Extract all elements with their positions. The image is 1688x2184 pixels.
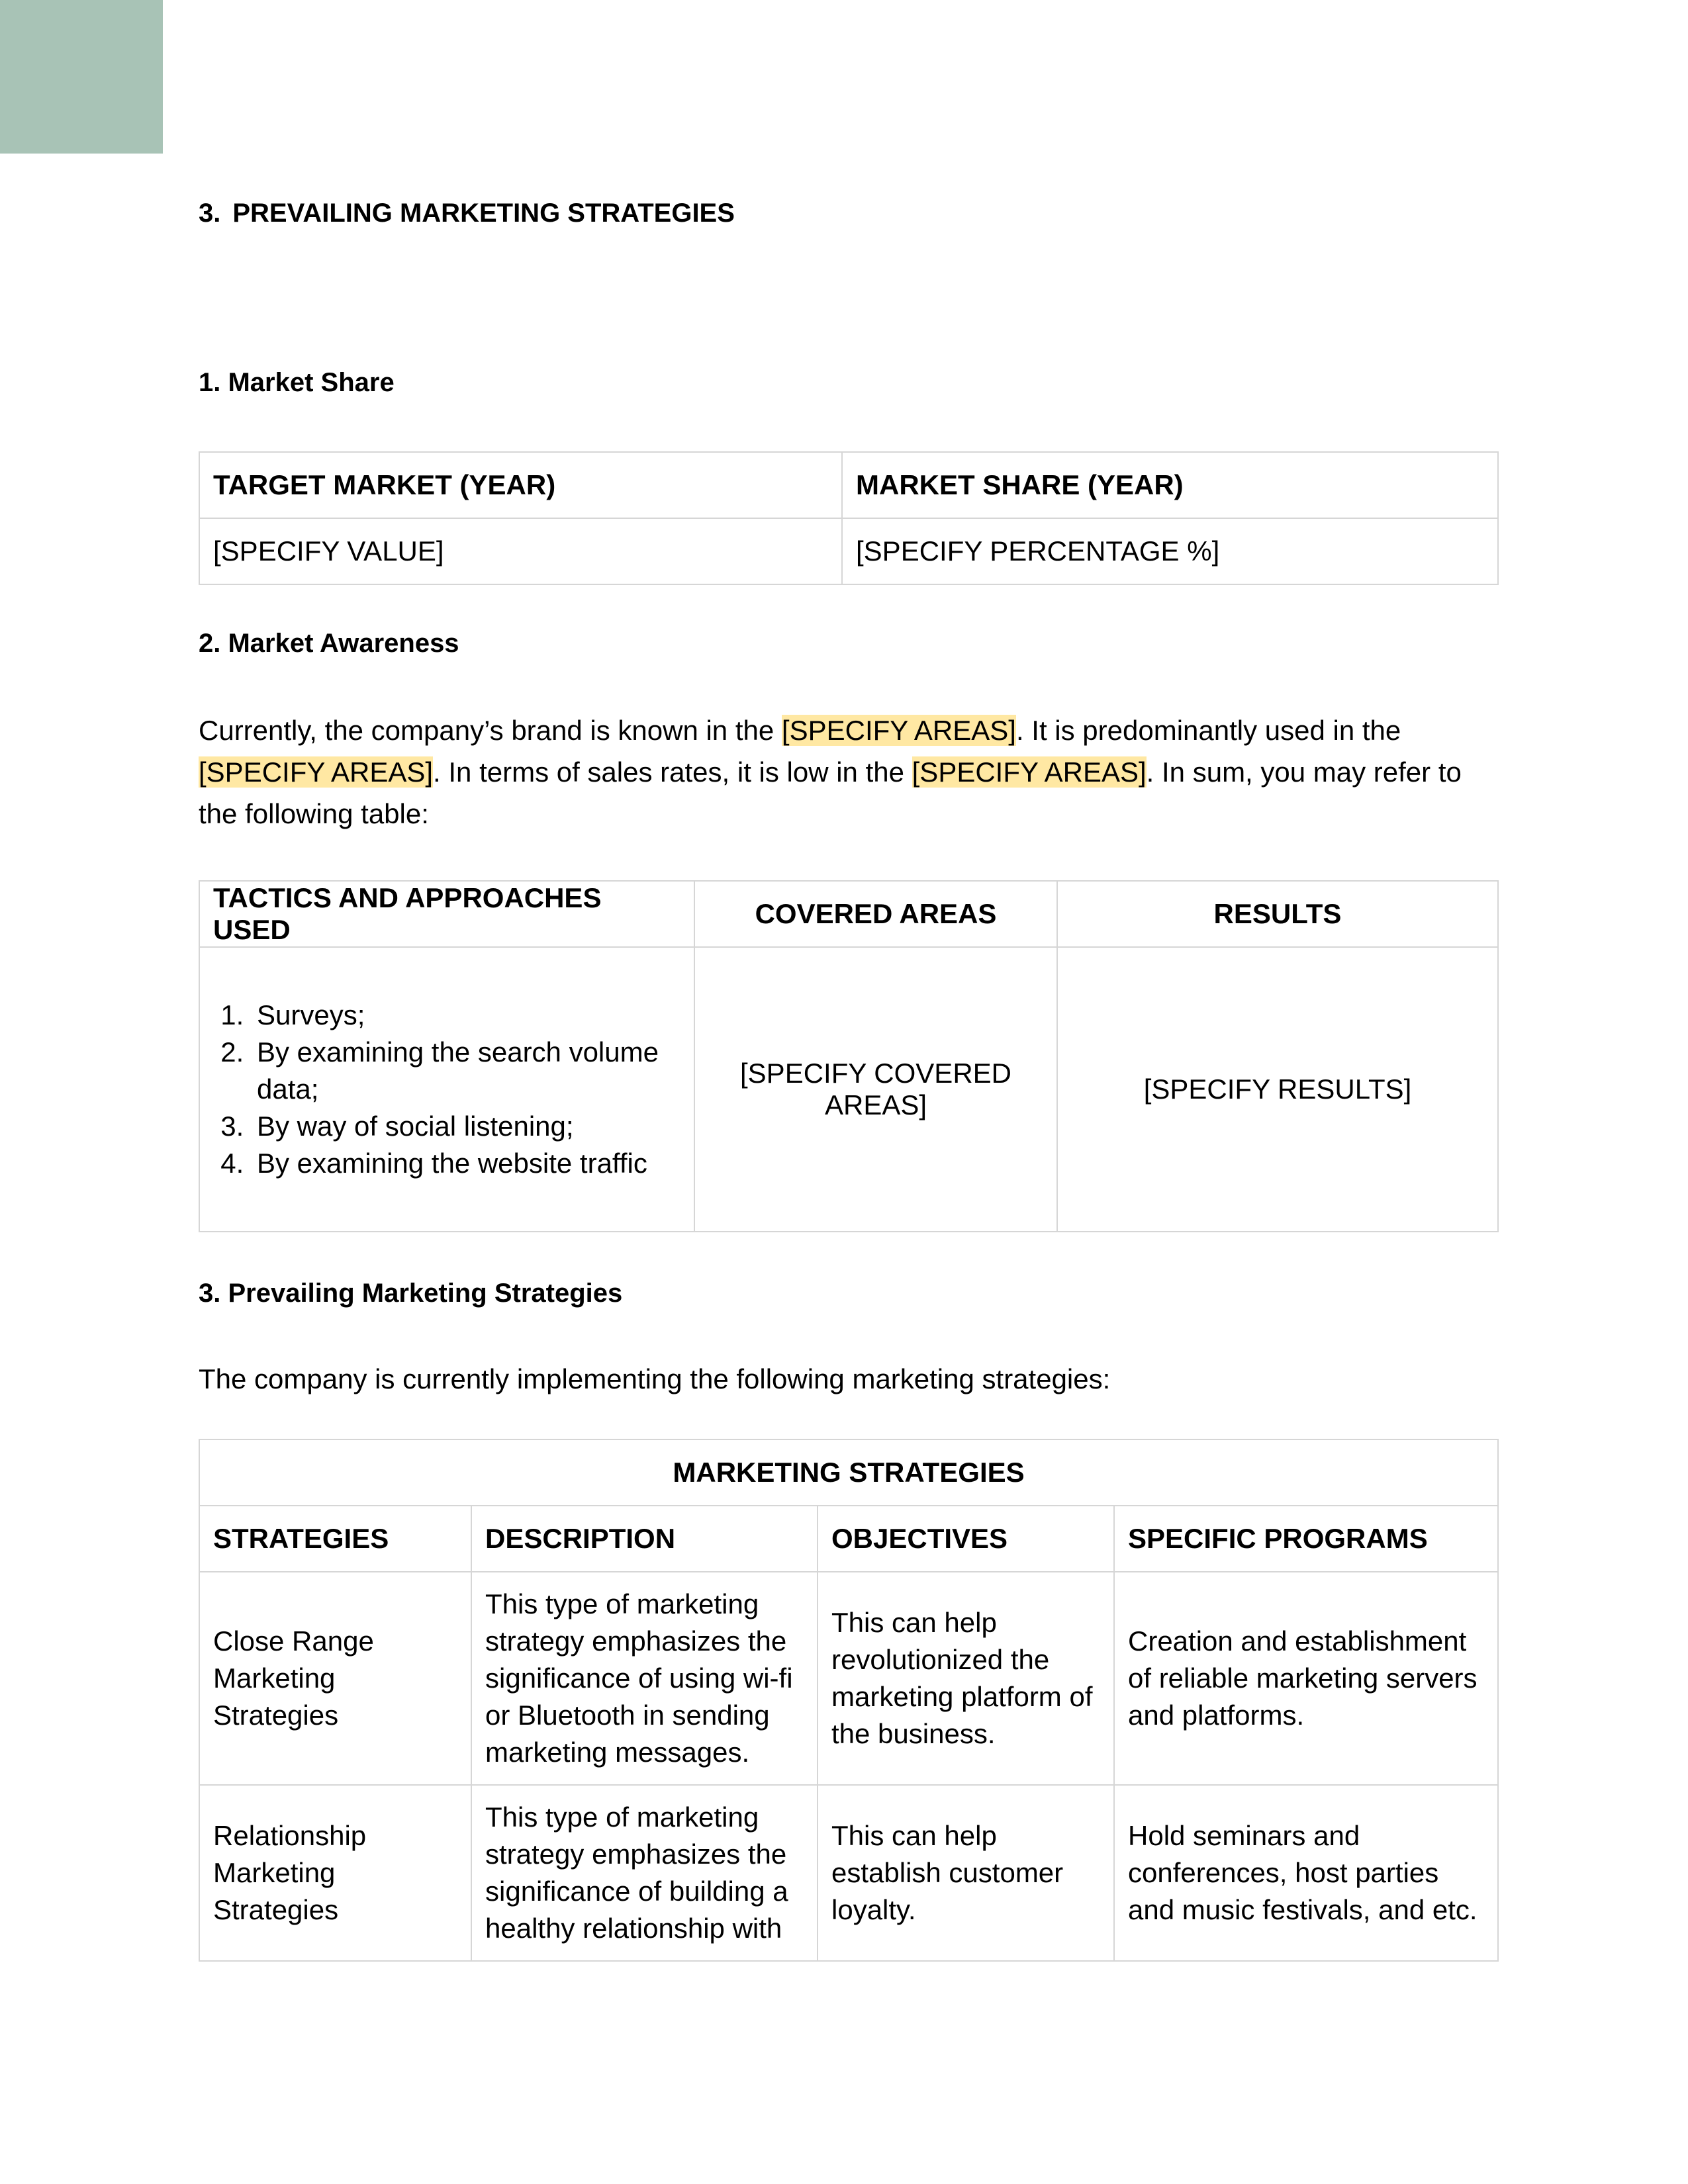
section-number: 3. bbox=[199, 199, 221, 228]
table-row bbox=[199, 947, 1498, 1232]
column-header: MARKET SHARE (YEAR) bbox=[842, 452, 1498, 518]
market-awareness-heading: 2. Market Awareness bbox=[199, 629, 459, 658]
table-cell: Relationship Marketing Strategies bbox=[199, 1785, 471, 1961]
list-item: 2. By examining the search volume data; bbox=[252, 1034, 680, 1108]
market-share-heading: 1. Market Share bbox=[199, 368, 395, 397]
market-awareness-paragraph bbox=[199, 709, 1497, 835]
column-header: TACTICS AND APPROACHES USED bbox=[199, 881, 694, 947]
table-cell: This can help establish customer loyalty. bbox=[818, 1785, 1114, 1961]
strategies-intro: The company is currently implementing the following marketing strategies: bbox=[199, 1363, 1111, 1394]
table-title-row bbox=[199, 1439, 1498, 1506]
table-row bbox=[199, 1572, 1498, 1785]
table-title: MARKETING STRATEGIES bbox=[199, 1439, 1498, 1506]
column-header: SPECIFIC PROGRAMS bbox=[1114, 1506, 1498, 1572]
column-header: DESCRIPTION bbox=[471, 1506, 818, 1572]
table-cell: [SPECIFY VALUE] bbox=[199, 518, 842, 584]
table-cell: This type of marketing strategy emphasizes the significance of using wi-fi or Bluetooth in sending marketing messages. bbox=[471, 1572, 818, 1785]
table-cell: Hold seminars and conferences, host parties and music festivals, and etc. bbox=[1114, 1785, 1498, 1961]
column-header: RESULTS bbox=[1057, 881, 1498, 947]
paragraph-text: Currently, the company’s brand is known in the bbox=[199, 715, 782, 746]
table-cell: Creation and establishment of reliable marketing servers and platforms. bbox=[1114, 1572, 1498, 1785]
section-heading bbox=[199, 199, 735, 228]
paragraph-text: . In sum, you may refer to the following table: bbox=[199, 756, 1462, 829]
column-header: OBJECTIVES bbox=[818, 1506, 1114, 1572]
list-item: 1. Surveys; bbox=[252, 997, 680, 1034]
column-header: TARGET MARKET (YEAR) bbox=[199, 452, 842, 518]
tactics-list bbox=[213, 997, 680, 1182]
table-cell: [SPECIFY COVERED AREAS] bbox=[694, 947, 1057, 1232]
column-header: COVERED AREAS bbox=[694, 881, 1057, 947]
marketing-strategies-table bbox=[199, 1439, 1499, 1962]
section-title: PREVAILING MARKETING STRATEGIES bbox=[232, 199, 735, 228]
placeholder-highlight: [SPECIFY AREAS] bbox=[199, 756, 434, 788]
table-cell: Close Range Marketing Strategies bbox=[199, 1572, 471, 1785]
cell-text: This type of marketing strategy emphasizes the significance of building a healthy relationship with bbox=[485, 1801, 788, 1944]
awareness-table bbox=[199, 880, 1499, 1232]
table-cell: [SPECIFY PERCENTAGE %] bbox=[842, 518, 1498, 584]
placeholder-highlight: [SPECIFY AREAS] bbox=[912, 756, 1147, 788]
paragraph-text: . In terms of sales rates, it is low in the bbox=[433, 756, 912, 788]
table-cell: [SPECIFY RESULTS] bbox=[1057, 947, 1498, 1232]
corner-accent-block bbox=[0, 0, 163, 154]
heading-text: . Prevailing Marketing Strategies bbox=[213, 1279, 623, 1308]
table-header-row bbox=[199, 1506, 1498, 1572]
market-share-table bbox=[199, 451, 1499, 585]
table-row bbox=[199, 1785, 1498, 1961]
table-row bbox=[199, 518, 1498, 584]
strategies-heading bbox=[199, 1279, 622, 1308]
table-cell: This can help revolutionized the marketing platform of the business. bbox=[818, 1572, 1114, 1785]
heading-number: 3 bbox=[199, 1279, 214, 1308]
table-header-row bbox=[199, 452, 1498, 518]
paragraph-text: . It is predominantly used in the bbox=[1015, 715, 1401, 746]
table-header-row bbox=[199, 881, 1498, 947]
list-item: 4. By examining the website traffic bbox=[252, 1145, 680, 1182]
placeholder-highlight: [SPECIFY AREAS] bbox=[781, 715, 1016, 746]
table-cell bbox=[471, 1785, 818, 1961]
column-header: STRATEGIES bbox=[199, 1506, 471, 1572]
list-item: 3. By way of social listening; bbox=[252, 1108, 680, 1145]
table-cell bbox=[199, 947, 694, 1232]
